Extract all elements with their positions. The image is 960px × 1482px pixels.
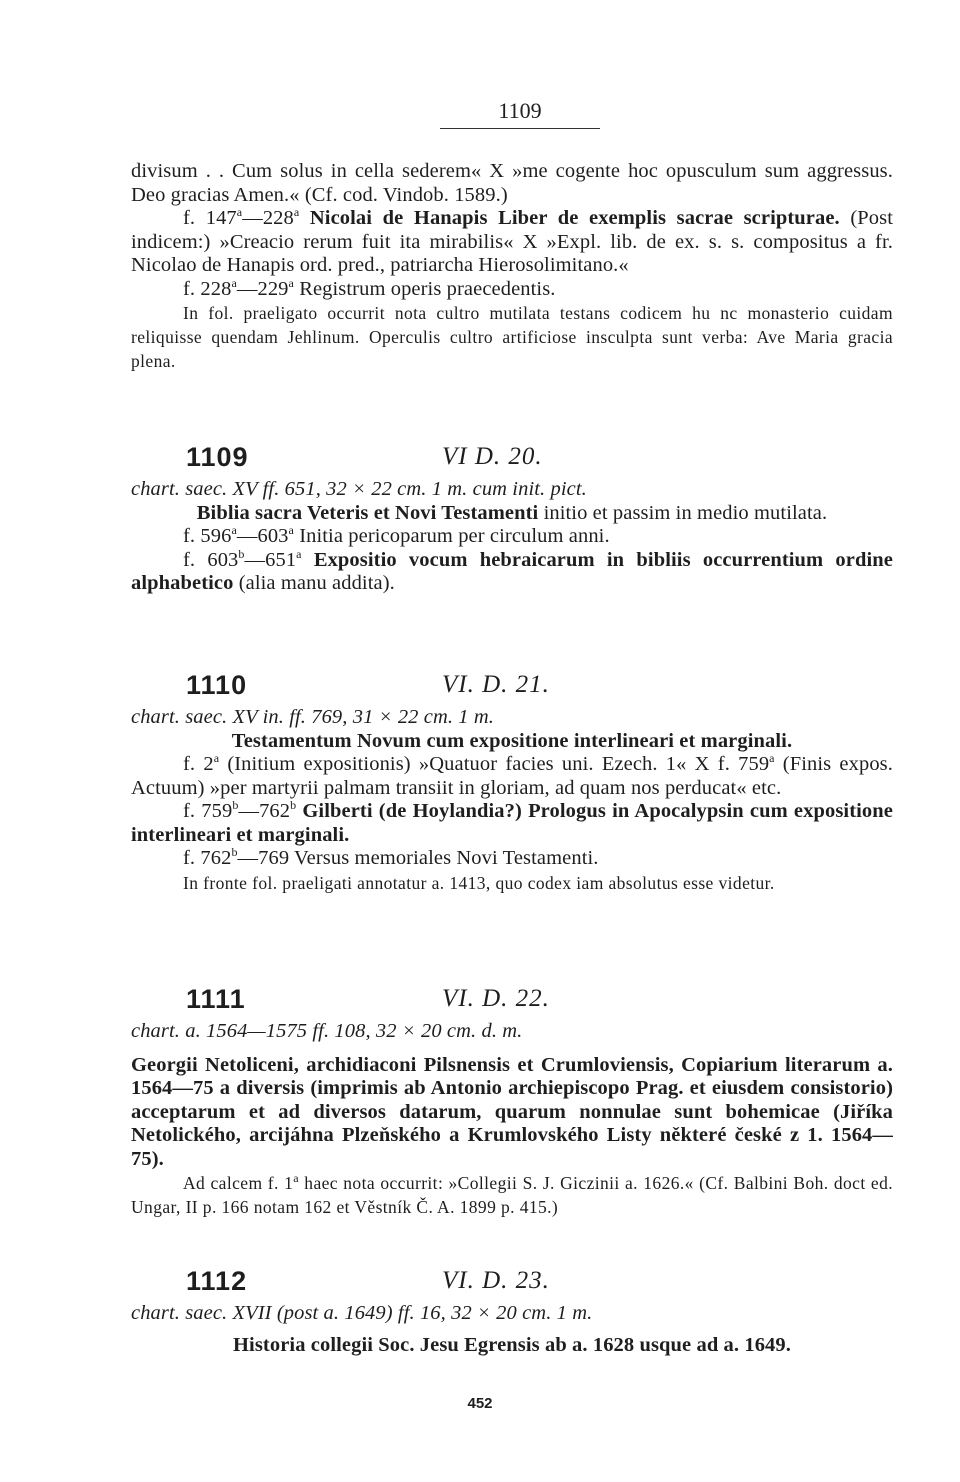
- entry-heading: [186, 440, 892, 476]
- note-paragraph: In fol. praeligato occurrit nota cultro mutilata testans codicem hu nc monasterio cuidam reliquisse quendam Jehlinum. Operculis cultro artificiose insculpta sunt verba: Ave Maria gracia plena.: [131, 303, 893, 371]
- entry-title: Georgii Netoliceni, archidiaconi Pilsnensis et Crumloviensis, Copiarium literarum a. 1564—75 a diversis (imprimis ab Antonio archiepiscopo Prag. et eiusdem consistorio) acceptarum et ad diversos datarum, quarum nonnulae sunt bohemicae (Jiříka Netolického, arcijáhna Plzeňského a Krumlovského Listy některé české z 1. 1564—75).: [131, 1053, 893, 1170]
- entry-title: Biblia sacra Veteris et Novi Testamenti initio et passim in medio mutilata.: [196, 501, 828, 524]
- content-line: f. 228$^a$—229$^a$ Registrum operis praecedentis.: [183, 275, 556, 300]
- physical-description: chart. saec. XV ff. 651, 32 × 22 cm. 1 m. cum init. pict.: [131, 478, 587, 500]
- page-number: 452: [467, 1395, 493, 1412]
- shelf-signature: VI D. 20.: [442, 443, 543, 470]
- shelf-signature: VI. D. 21.: [442, 671, 550, 698]
- continuation-block: [131, 160, 893, 373]
- content-line: f. 147$^a$—228$^a$ Nicolai de Hanapis Liber de exemplis sacrae scripturae. (Post indicem:) »Creacio rerum fuit ita mirabilis« X »Expl. lib. de ex. s. s. compositus a fr. Nicolao de Hanapis ord. pred., patriarcha Hierosolimitano.«: [131, 205, 893, 276]
- shelf-signature: VI. D. 22.: [442, 985, 550, 1012]
- entry-body: [131, 1020, 893, 1219]
- content-line: f. 759$^b$—762$^b$ Gilberti (de Hoylandia?) Prologus in Apocalypsin cum expositione interlineari et marginali.: [131, 798, 893, 846]
- physical-description: chart. saec. XVII (post a. 1649) ff. 16, 32 × 20 cm. 1 m.: [131, 1302, 593, 1324]
- entry-title: Historia collegii Soc. Jesu Egrensis ab a. 1628 usque ad a. 1649.: [233, 1333, 791, 1356]
- entry-heading: [186, 982, 892, 1018]
- content-line: f. 762$^b$—769 Versus memoriales Novi Testamenti.: [183, 845, 599, 869]
- entry-number: 1110: [186, 670, 248, 700]
- entry-heading: [186, 668, 892, 704]
- incipit-paragraph: divisum . . Cum solus in cella sederem« X »me cogente hoc opusculum sum aggressus. Deo gracias Amen.« (Cf. cod. Vindob. 1589.): [131, 160, 893, 206]
- entry-heading: [186, 1264, 892, 1300]
- content-line: f. 596$^a$—603$^a$ Initia pericoparum per circulum anni.: [183, 523, 610, 547]
- note-paragraph: In fronte fol. praeligati annotatur a. 1413, quo codex iam absolutus esse videtur.: [183, 872, 775, 893]
- entry-body: [131, 706, 893, 895]
- running-head: 1109: [440, 98, 600, 129]
- entry-title: Testamentum Novum cum expositione interlineari et marginali.: [231, 729, 793, 752]
- note-paragraph: Ad calcem f. 1$^a$ haec nota occurrit: »Collegii S. J. Giczinii a. 1626.« (Cf. Balbini Boh. doct ed. Ungar, II p. 166 notam 162 et Věstník Č. A. 1899 p. 415.): [131, 1171, 894, 1217]
- entry-body: [131, 1302, 893, 1357]
- entry-number: 1112: [186, 1266, 248, 1296]
- entry-body: [131, 478, 893, 596]
- entry-number: 1111: [186, 984, 246, 1014]
- content-line: f. 603$^b$—651$^a$ Expositio vocum hebraicarum in bibliis occurrentium ordine alphabetico (alia manu addita).: [131, 546, 893, 594]
- physical-description: chart. a. 1564—1575 ff. 108, 32 × 20 cm. d. m.: [131, 1020, 523, 1042]
- entry-number: 1109: [186, 442, 249, 472]
- shelf-signature: VI. D. 23.: [442, 1267, 550, 1294]
- content-line: f. 2$^a$ (Initium expositionis) »Quatuor facies uni. Ezech. 1« X f. 759$^a$ (Finis expos. Actuum) »per martyrii palmam transiit in gloriam, ad quam nos perducat« etc.: [131, 751, 893, 799]
- physical-description: chart. saec. XV in. ff. 769, 31 × 22 cm. 1 m.: [131, 706, 494, 728]
